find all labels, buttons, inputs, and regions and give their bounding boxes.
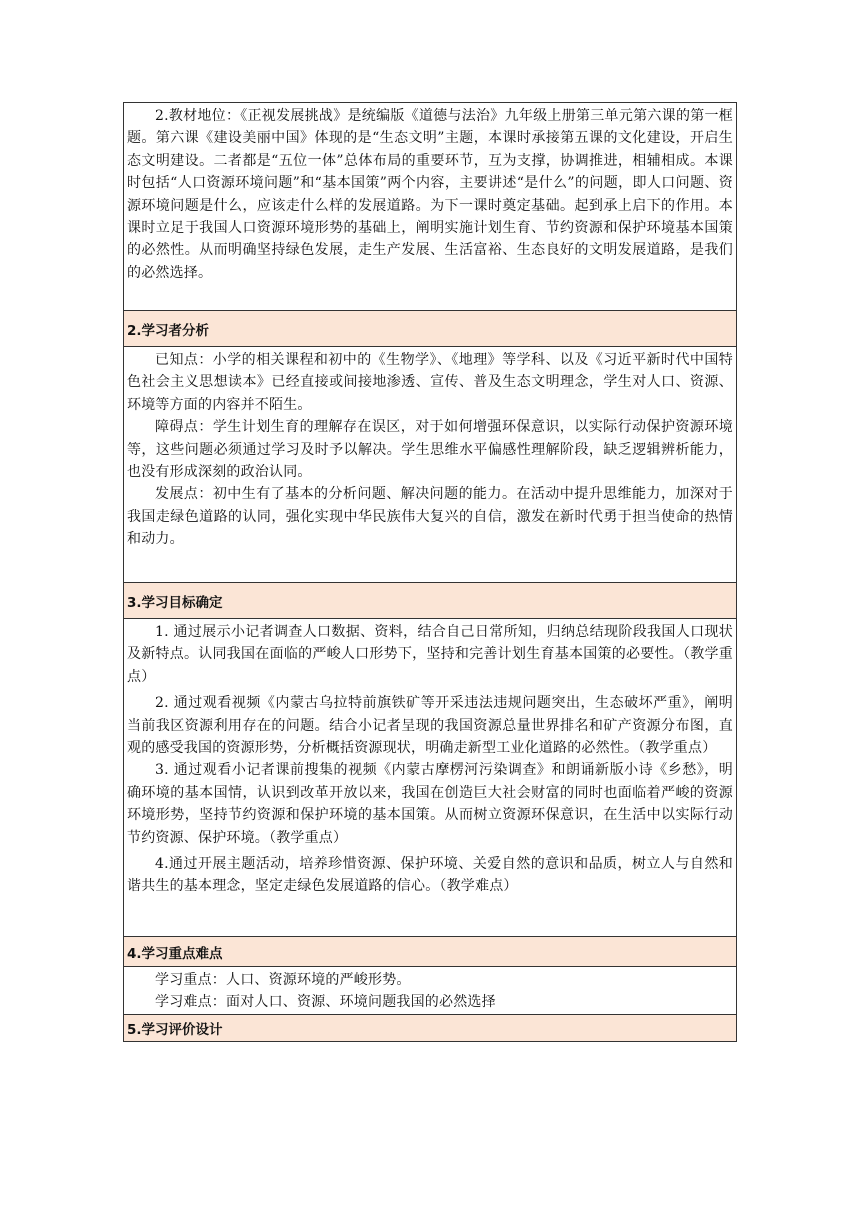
textbook-position-cell [124, 103, 736, 310]
key-point-paragraph: 学习重点：人口、资源环境的严峻形势。 [155, 972, 411, 988]
learner-analysis-title: 2.学习者分析 [127, 322, 210, 339]
evaluation-design-title: 5.学习评价设计 [127, 1022, 223, 1038]
key-difficult-points-header [124, 936, 736, 966]
difficult-point-paragraph: 学习难点：面对人口、资源、环境问题我国的必然选择 [155, 994, 496, 1011]
known-point-paragraph: 已知点：小学的相关课程和初中的《生物学》、《地理》等学科、以及《习近平新时代中国特色社会主义思想读本》已经直接或间接地渗透、宣传、普及生态文明理念，学生对人口、资源、环境等方面的内容并不陌生。 [127, 352, 733, 413]
development-point-paragraph: 发展点：初中生有了基本的分析问题、解决问题的能力。在活动中提升思维能力，加深对于我国走绿色道路的认同，强化实现中华民族伟大复兴的自信，激发在新时代勇于担当使命的热情和动力。 [127, 486, 733, 548]
learner-analysis-header [124, 310, 736, 346]
obstacle-point-paragraph: 障碍点：学生计划生育的理解存在误区，对于如何增强环保意识，以实际行动保护资源环境等，这些问题必须通过学习及时予以解决。学生思维水平偏感性理解阶段，缺乏逻辑辨析能力，也没有形成深刻的政治认同。 [127, 419, 733, 481]
goal-2-paragraph: 2. 通过观看视频《内蒙古乌拉特前旗铁矿等开采违法违规问题突出，生态破坏严重》，阐明当前我区资源利用存在的问题。结合小记者呈现的我国资源总量世界排名和矿产资源分布图，直观的感受我国的资源形势，分析概括资源现状，明确走新型工业化道路的必然性。（教学重点） [127, 695, 733, 757]
key-difficult-points-cell [124, 966, 736, 1014]
learner-analysis-cell [124, 346, 736, 582]
lesson-plan-table [123, 102, 737, 1042]
goal-1-paragraph: 1. 通过展示小记者调查人口数据、资料，结合自己日常所知，归纳总结现阶段我国人口现状及新特点。认同我国在面临的严峻人口形势下，坚持和完善计划生育基本国策的必要性。（教学重点） [127, 624, 733, 685]
learning-goals-header [124, 582, 736, 618]
evaluation-design-header [124, 1014, 736, 1041]
key-difficult-points-title: 4.学习重点难点 [127, 945, 223, 962]
learning-goals-title: 3.学习目标确定 [127, 594, 223, 611]
goal-3-paragraph: 3. 通过观看小记者课前搜集的视频《内蒙古摩楞河污染调查》和朗诵新版小诗《乡愁》，明确环境的基本国情，认识到改革开放以来，我国在创造巨大社会财富的同时也面临着严峻的资源环境形势，坚持节约资源和保护环境的基本国策。从而树立资源环保意识，在生活中以实际行动节约资源、保护环境。（教学重点） [127, 762, 733, 846]
textbook-position-paragraph: 2.教材地位：《正视发展挑战》是统编版《道德与法治》九年级上册第三单元第六课的第一框题。第六课《建设美丽中国》体现的是“生态文明”主题，本课时承接第五课的文化建设，开启生态文明建设。二者都是“五位一体”总体布局的重要环节，互为支撑，协调推进，相辅相成。本课时包括“人口资源环境问题”和“基本国策”两个内容，主要讲述“是什么”的问题，即人口问题、资源环境问题是什么，应该走什么样的发展道路。为下一课时奠定基础。起到承上启下的作用。本课时立足于我国人口资源环境形势的基础上，阐明实施计划生育、节约资源和保护环境基本国策的必然性。从而明确坚持绿色发展，走生产发展、生活富裕、生态良好的文明发展道路，是我们的必然选择。 [127, 108, 733, 281]
goal-4-paragraph: 4.通过开展主题活动，培养珍惜资源、保护环境、关爱自然的意识和品质，树立人与自然和谐共生的基本理念，坚定走绿色发展道路的信心。（教学难点） [127, 856, 733, 895]
learning-goals-cell [124, 618, 736, 936]
